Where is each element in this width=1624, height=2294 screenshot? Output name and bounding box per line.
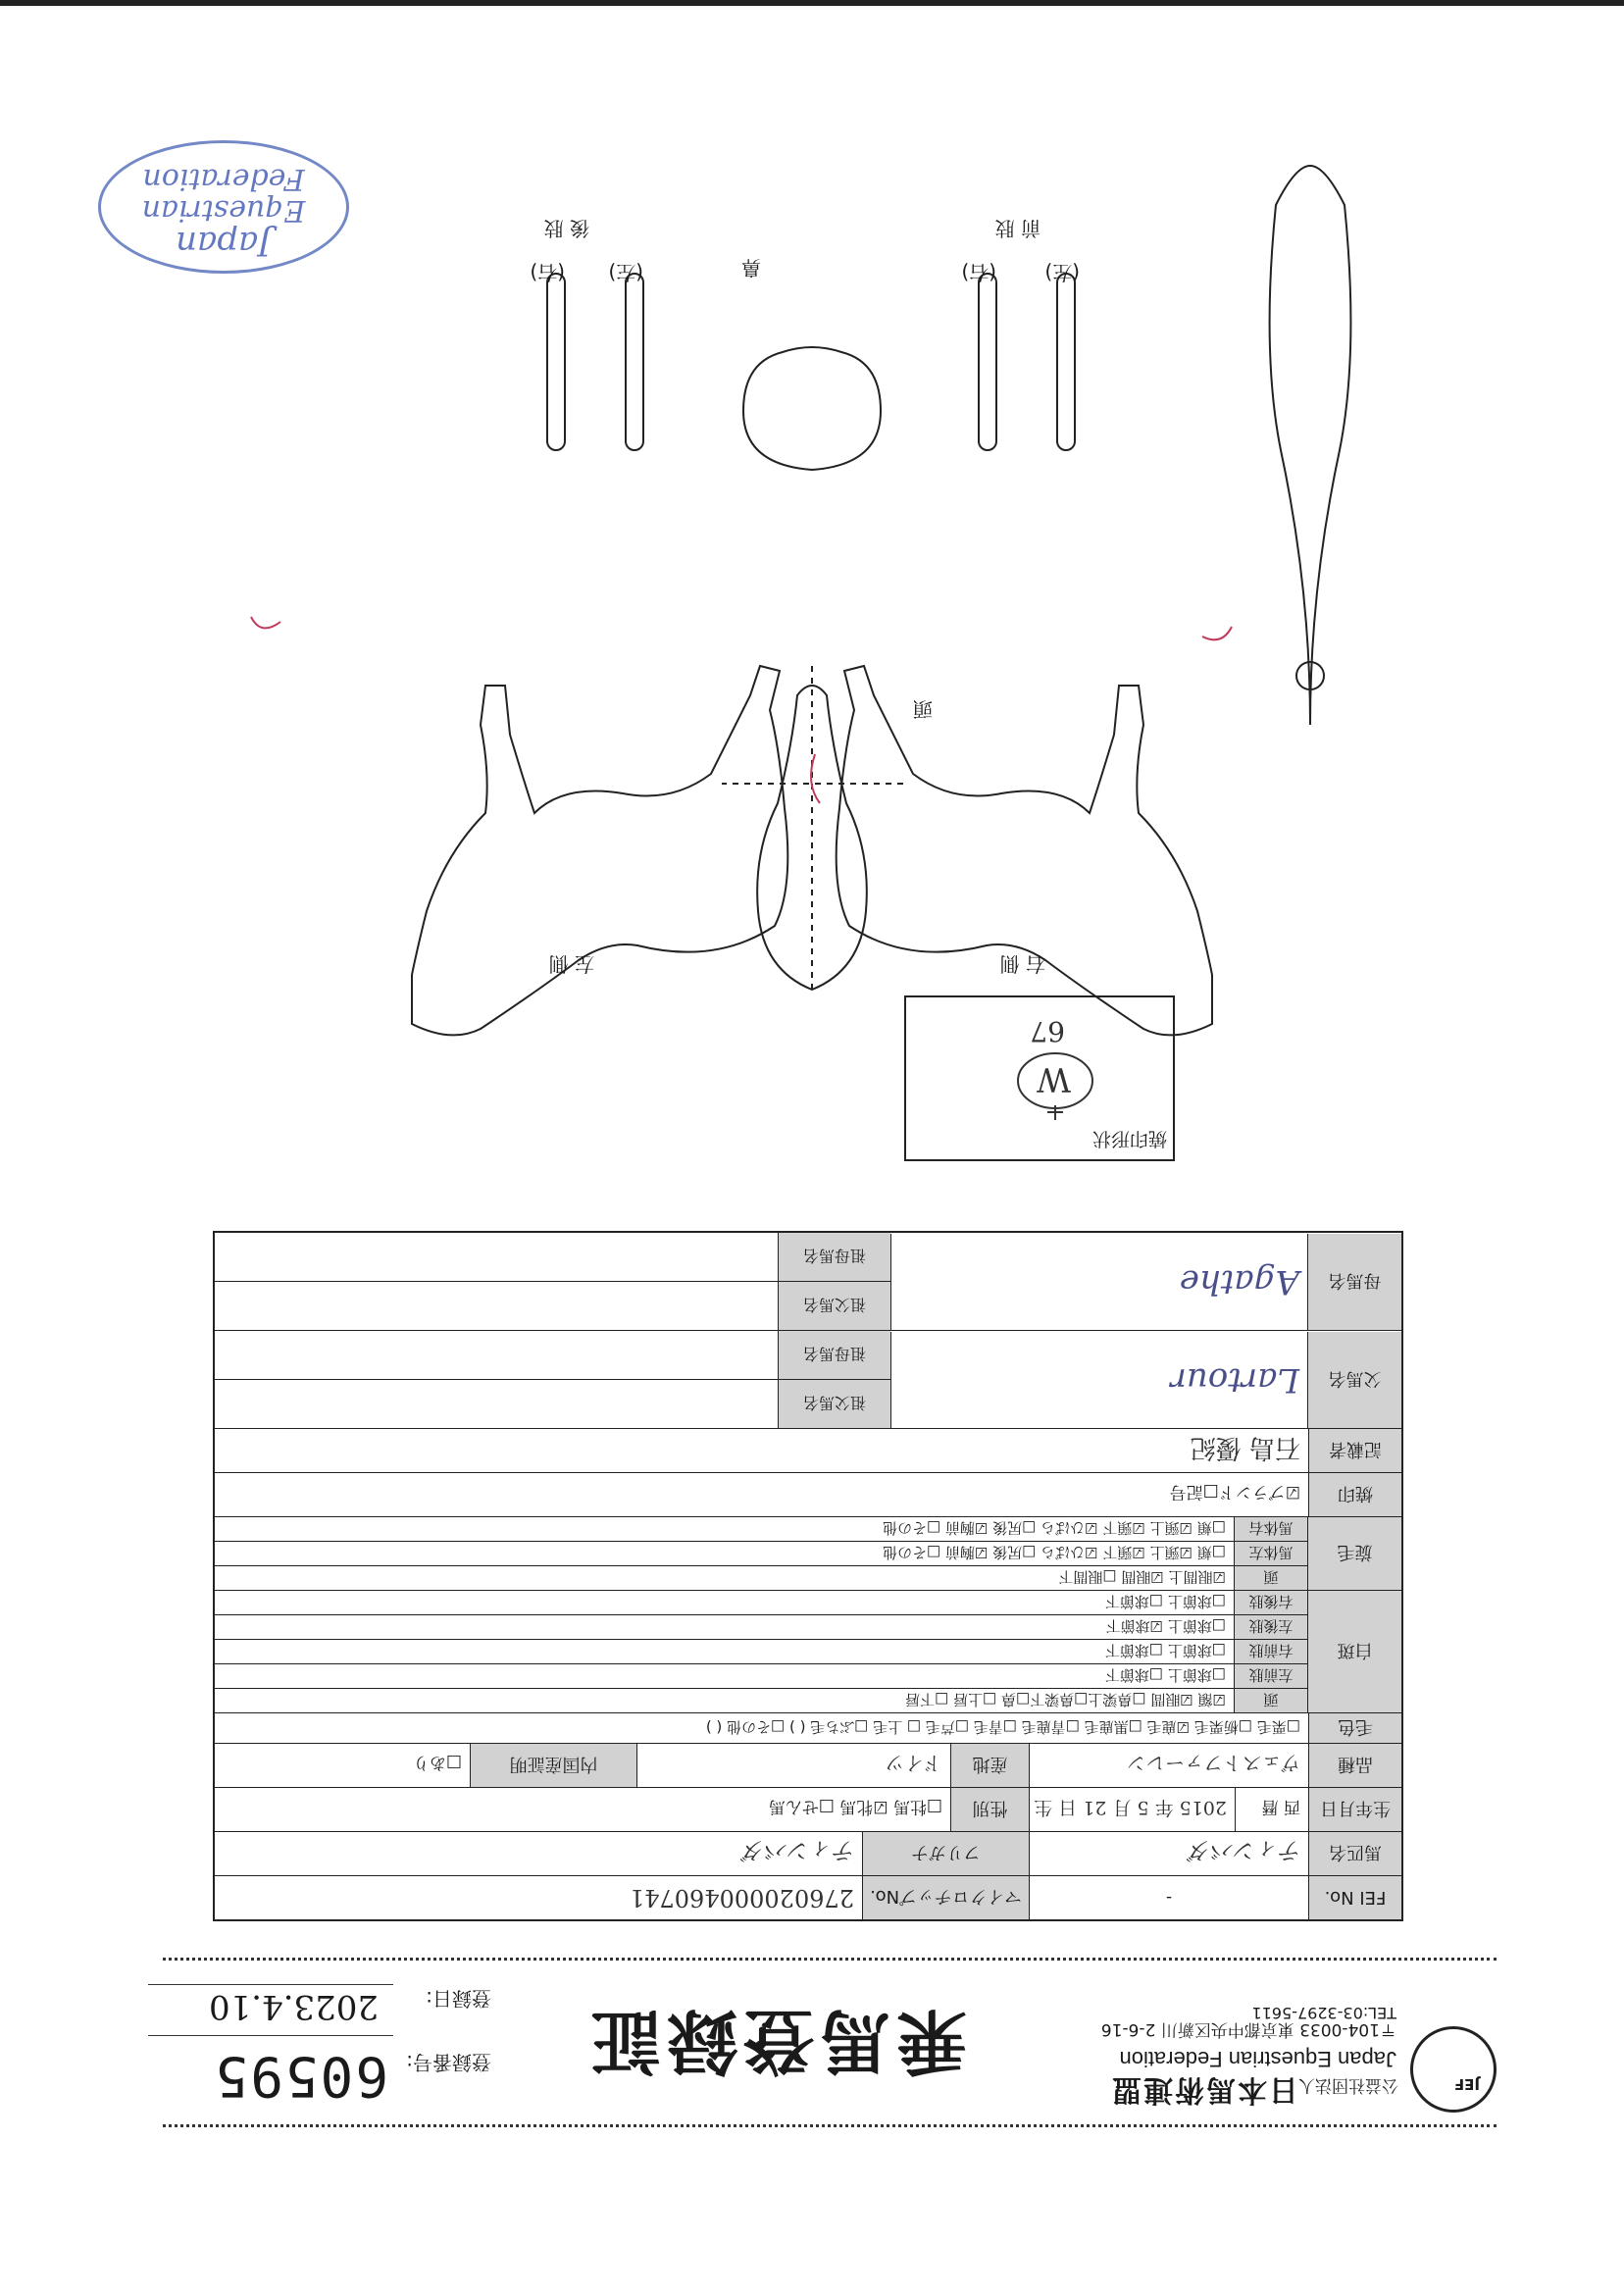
white-part: 右後肢 [1234,1591,1307,1614]
foreleg-right [979,274,996,450]
coat-options: □栗毛 □栃栗毛 ☑鹿毛 □黒鹿毛 □青鹿毛 □青毛 □芦毛 □ 上毛 □ぶち毛 ( ) □その他 ( ) [705,1718,1300,1737]
org-prefix: 公益社団法人 [1298,2075,1398,2095]
marking-right-hind [251,617,280,628]
white-marks: □球節上 ☑球節下 [1105,1617,1226,1636]
left-side-label: 左 側 [548,952,594,976]
chip-label: マイクロチップNo. [862,1876,1029,1919]
whorl-marks: ☑眼間上 ☑眼間 □眼間下 [1058,1568,1226,1587]
white-marks: □球節上 □球節下 [1104,1593,1226,1611]
fei-value: - [1029,1876,1308,1919]
breed-label: 品種 [1308,1744,1401,1787]
coat-label: 毛色 [1308,1713,1401,1743]
white-part: 左前肢 [1234,1664,1307,1688]
marking-left-hind [1202,627,1232,639]
org-address: 〒104-0033 東京都中央区新川 2-6-16 [1100,2019,1396,2039]
recorder-label: 記載者 [1308,1429,1401,1472]
stamp-line2: Equestrian [141,193,306,228]
white-part: 右前肢 [1234,1640,1307,1663]
whorl-part: 馬体右 [1234,1517,1307,1541]
document-title: 乗馬登録証 [584,2000,967,2083]
furigana-value: ティンバダ [739,1837,854,1865]
fei-label: FEI No. [1308,1876,1401,1919]
hindlegs-label: 後 肢 [543,217,589,240]
import-value: □あり [412,1753,462,1773]
whorl-part: 頭 [1234,1566,1307,1590]
sire-value: Lartour [890,1332,1307,1428]
reg-date: 2023.4.10 [208,1987,379,2026]
white-part: 左後肢 [1234,1615,1307,1639]
grandsire-label: 祖父馬名 [778,1282,890,1330]
dob-label: 生年月日 [1308,1788,1401,1831]
white-label: 白斑 [1307,1591,1401,1712]
granddam-label: 祖母馬名 [778,1331,890,1379]
brand-shape-label: 焼印形状 [1091,1128,1167,1149]
hindleg-left [626,274,643,450]
stamp-line1: Japan [176,224,272,263]
foreleg-left-label: (左) [1044,261,1080,284]
grandsire-label: 祖父馬名 [778,1380,890,1428]
jef-stamp [98,140,349,274]
hindleg-left-label: (左) [608,261,643,284]
right-side-label: 右 側 [999,952,1045,976]
dam-value: Agathe [890,1234,1307,1330]
reg-date-label: 登録日: [426,1987,491,2011]
dob-value: 2015 年 5 月 21 日 生 [1029,1788,1235,1831]
name-label: 馬匹名 [1308,1832,1401,1875]
hindleg-right [547,274,565,450]
white-marks: □球節上 □球節下 [1104,1666,1226,1685]
chip-value: 276020000460741 [629,1884,854,1912]
reg-no-label: 登録番号: [406,2051,491,2074]
white-part: 頭 [1234,1689,1307,1712]
brand-number: 67 [1030,1015,1065,1047]
jef-logo-text: JEF [1453,2075,1480,2093]
brand-value: ☑ブランド□記号 [1169,1482,1300,1503]
dob-era: 西 暦 [1235,1788,1308,1831]
horse-topdown [1270,166,1351,725]
stamp-line3: Federation [142,162,305,196]
reg-no: 60595 [213,2044,388,2108]
recorder-value: 石島 優紀 [1190,1433,1300,1463]
dam-label: 母馬名 [1307,1234,1401,1330]
furigana-label: フリガナ [862,1832,1029,1875]
foreleg-right-label: (右) [961,261,996,284]
white-marks: □球節上 □球節下 [1104,1642,1226,1660]
hindleg-right-label: (右) [530,261,565,284]
org-name-en: Japan Equestrian Federation [1119,2047,1396,2071]
brand-mark: W [1037,1059,1071,1098]
horse-left-side [412,666,787,1035]
origin-label: 産地 [950,1744,1029,1787]
whorl-label: 旋毛 [1307,1517,1401,1590]
name-value: ティンバダ [1029,1832,1308,1875]
brand-label: 焼印 [1308,1473,1401,1516]
face-label: 頭 [913,697,933,721]
sire-label: 父馬名 [1307,1332,1401,1428]
whorl-part: 馬体左 [1234,1542,1307,1565]
origin-value: ドイツ [636,1744,950,1787]
org-tel: TEL:03-3297-5611 [1251,2004,1396,2022]
whorl-marks: □頬 ☑頸上 ☑頸下 ☑ひばら □尻後 ☑胸前 □その他 [883,1519,1226,1538]
horse-muzzle [743,347,881,470]
sex-options: □牡馬 ☑牝馬 □せん馬 [768,1797,942,1817]
muzzle-label: 鼻 [741,256,761,280]
granddam-label: 祖母馬名 [778,1233,890,1281]
breed-value: ヴェストファーレン [1029,1744,1308,1787]
white-marks: ☑額 ☑眼間 □鼻梁上□鼻梁下□鼻 □上唇 □下唇 [905,1691,1226,1709]
import-label: 内国産証明 [470,1744,636,1787]
sex-label: 性別 [950,1788,1029,1831]
forelegs-label: 前 肢 [994,217,1040,240]
foreleg-left [1057,274,1075,450]
org-name-jp: 日本馬術連盟 [1110,2072,1298,2107]
whorl-marks: □頬 ☑頸上 ☑頸下 ☑ひばら □尻後 ☑胸前 □その他 [883,1544,1226,1562]
